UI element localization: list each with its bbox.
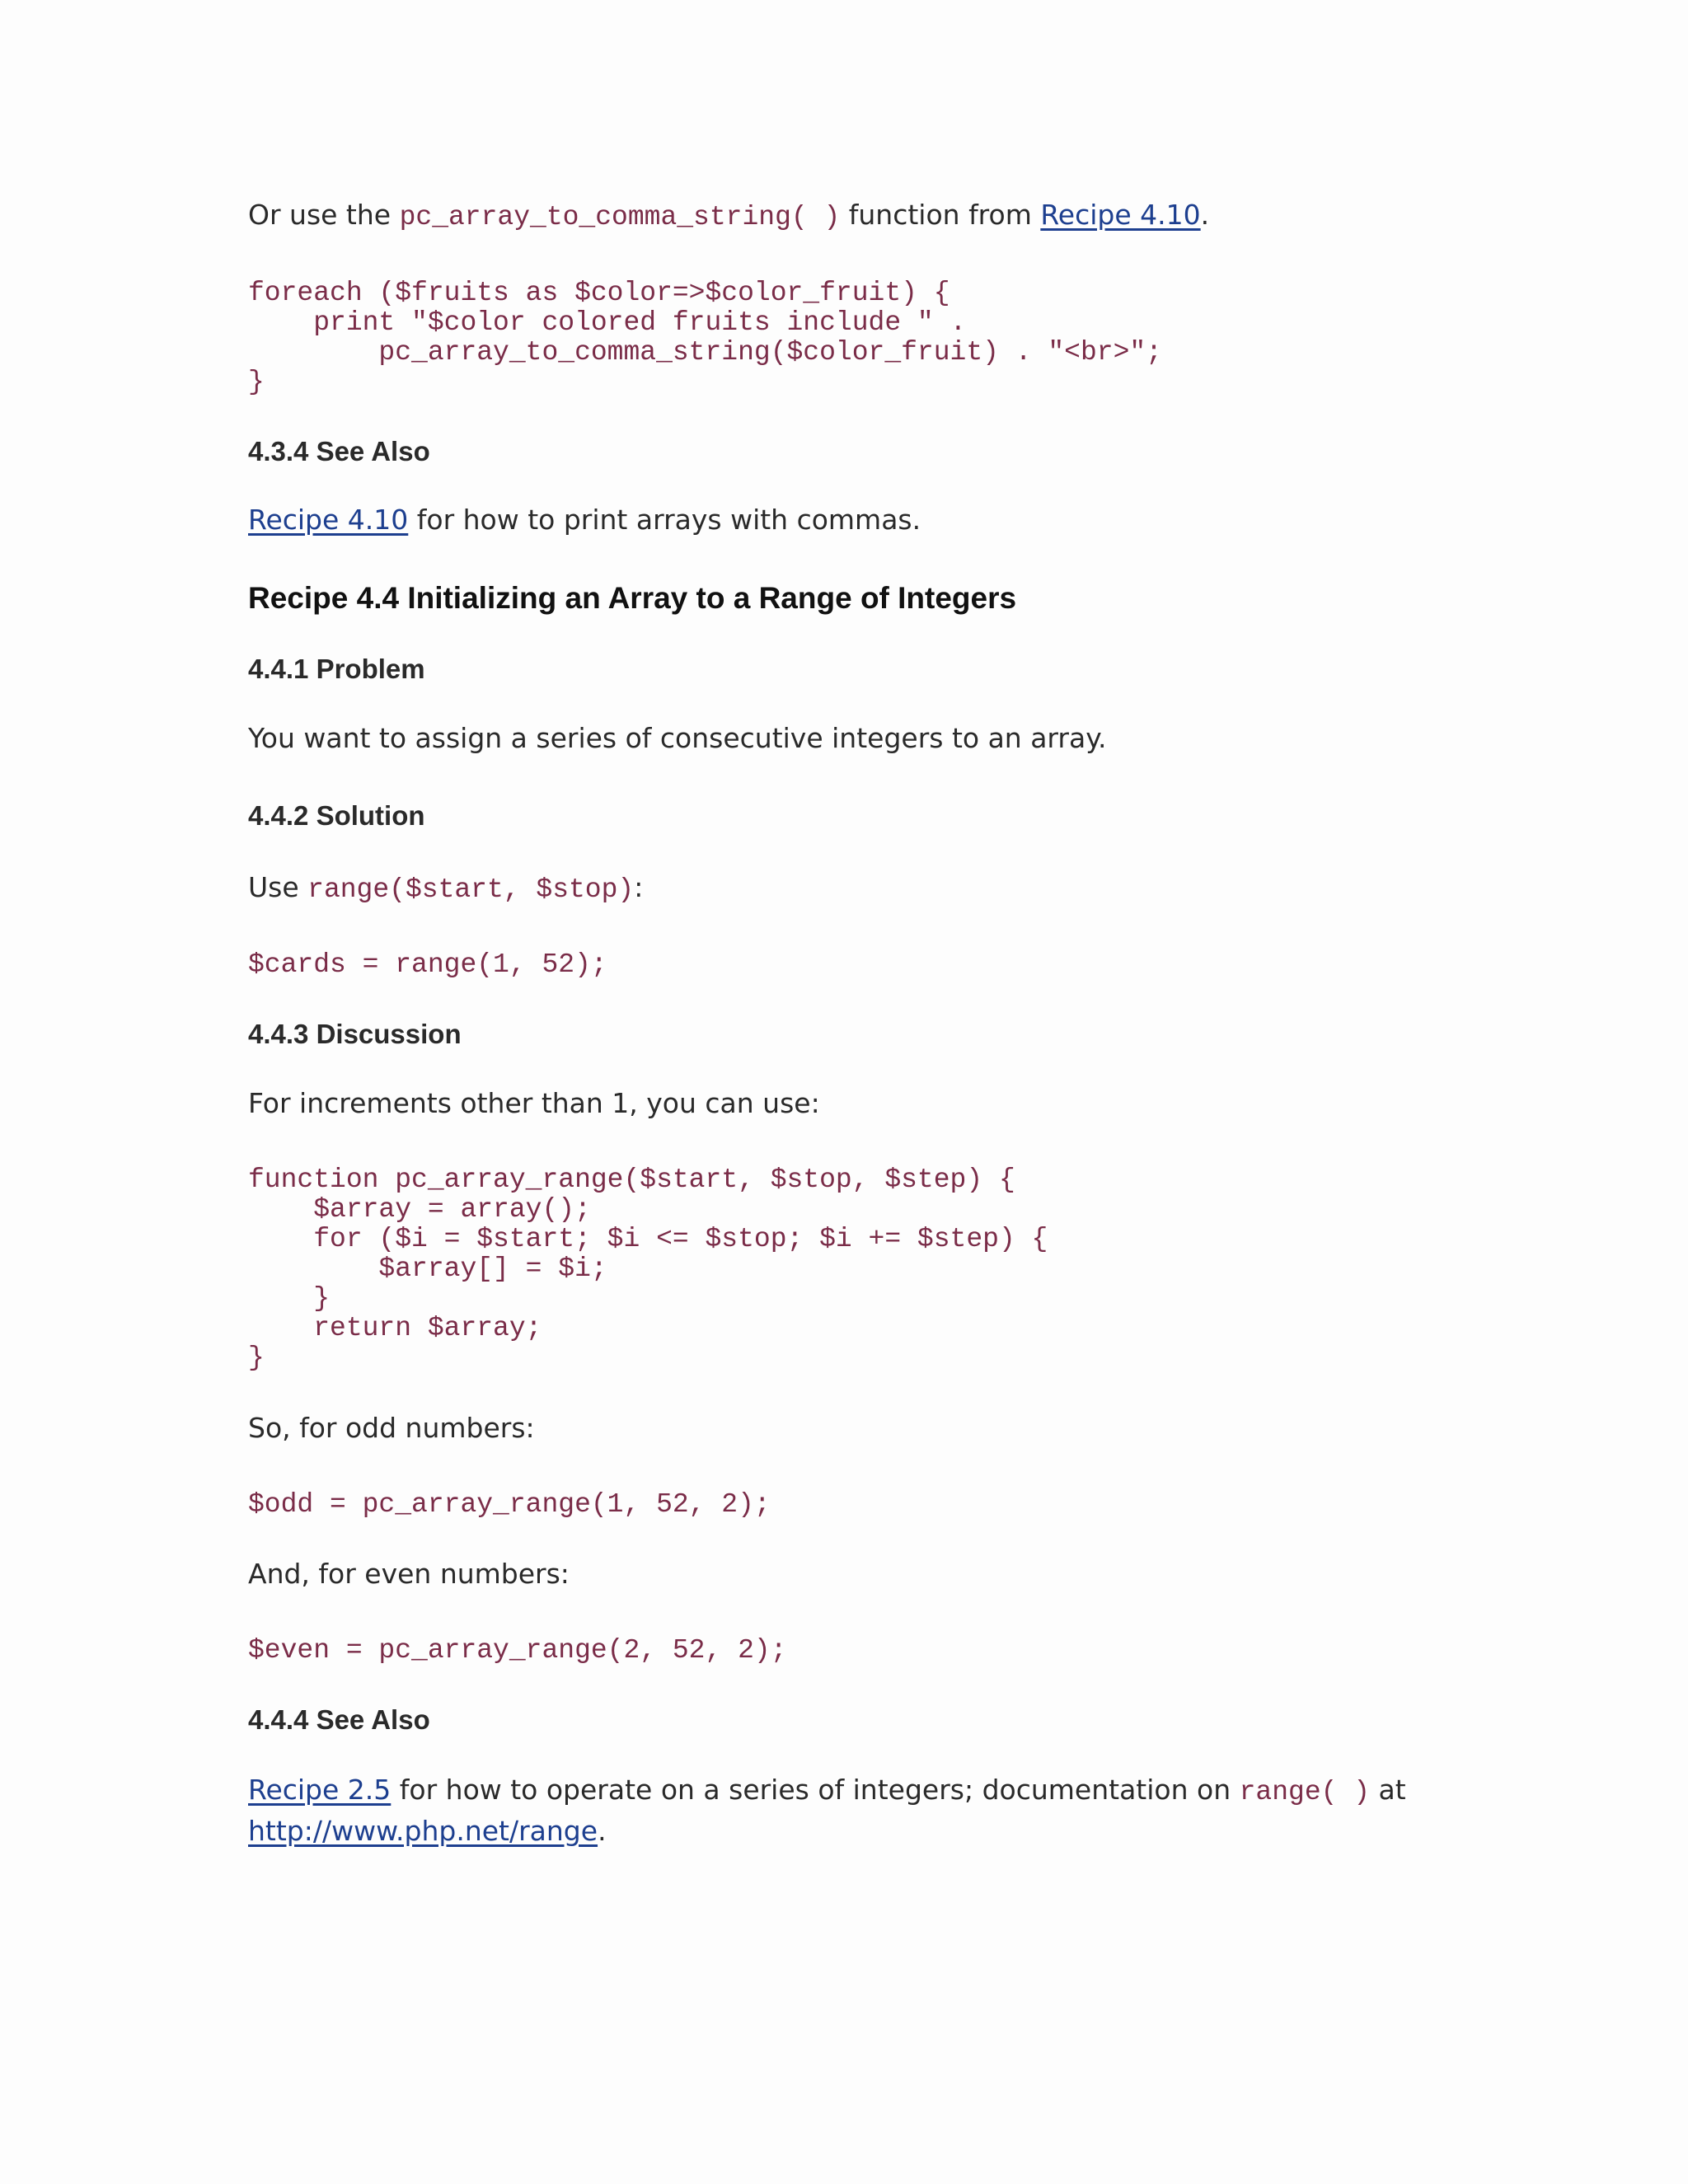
paragraph-odd: So, for odd numbers: <box>248 1412 535 1444</box>
link-recipe-4-10[interactable]: Recipe 4.10 <box>248 504 409 536</box>
text: : <box>634 871 644 903</box>
recipe-title: Recipe 4.4 Initializing an Array to a Range of Integers <box>248 581 1017 615</box>
text: Or use the <box>248 199 400 231</box>
paragraph-see-also-4-4-4 <box>248 1769 1406 1813</box>
link-recipe-2-5[interactable]: Recipe 2.5 <box>248 1774 392 1806</box>
code-block-function: function pc_array_range($start, $stop, $step) { $array = array(); for ($i = $start; $i <= $stop; $i += $step) { $array[] = $i; } return $array; } <box>248 1165 1048 1373</box>
paragraph-solution <box>248 867 643 911</box>
code-block-foreach: foreach ($fruits as $color=>$color_fruit) { print "$color colored fruits include " . pc_array_to_comma_string($color_fruit) . "<br>"; } <box>248 278 1162 397</box>
heading-4-4-4: 4.4.4 See Also <box>248 1704 430 1735</box>
text: Use <box>248 871 308 903</box>
heading-4-4-3: 4.4.3 Discussion <box>248 1019 462 1049</box>
link-php-range[interactable]: http://www.php.net/range <box>248 1815 598 1847</box>
paragraph-or-use <box>248 194 1209 238</box>
text: function from <box>840 199 1041 231</box>
inline-code-range: range( ) <box>1239 1777 1371 1807</box>
heading-4-4-1: 4.4.1 Problem <box>248 654 425 684</box>
paragraph-even: And, for even numbers: <box>248 1558 570 1590</box>
code-block-even: $even = pc_array_range(2, 52, 2); <box>248 1635 787 1666</box>
text: for how to operate on a series of integers; documentation on <box>391 1774 1240 1806</box>
code-block-odd: $odd = pc_array_range(1, 52, 2); <box>248 1489 771 1520</box>
inline-code-range: range($start, $stop) <box>307 874 635 905</box>
heading-4-3-4: 4.3.4 See Also <box>248 436 430 466</box>
paragraph-problem: You want to assign a series of consecutive integers to an array. <box>248 722 1107 754</box>
inline-code-function: pc_array_to_comma_string( ) <box>399 202 841 232</box>
heading-4-4-2: 4.4.2 Solution <box>248 800 425 831</box>
link-recipe-4-10[interactable]: Recipe 4.10 <box>1040 199 1201 231</box>
paragraph-discussion-intro: For increments other than 1, you can use: <box>248 1087 820 1119</box>
text: for how to print arrays with commas. <box>408 504 921 536</box>
text: . <box>598 1815 607 1847</box>
paragraph-see-also-4-3-4 <box>248 499 921 541</box>
text: . <box>1200 199 1210 231</box>
paragraph-see-also-url <box>248 1811 607 1852</box>
code-block-cards: $cards = range(1, 52); <box>248 949 607 980</box>
text: at <box>1370 1774 1406 1806</box>
